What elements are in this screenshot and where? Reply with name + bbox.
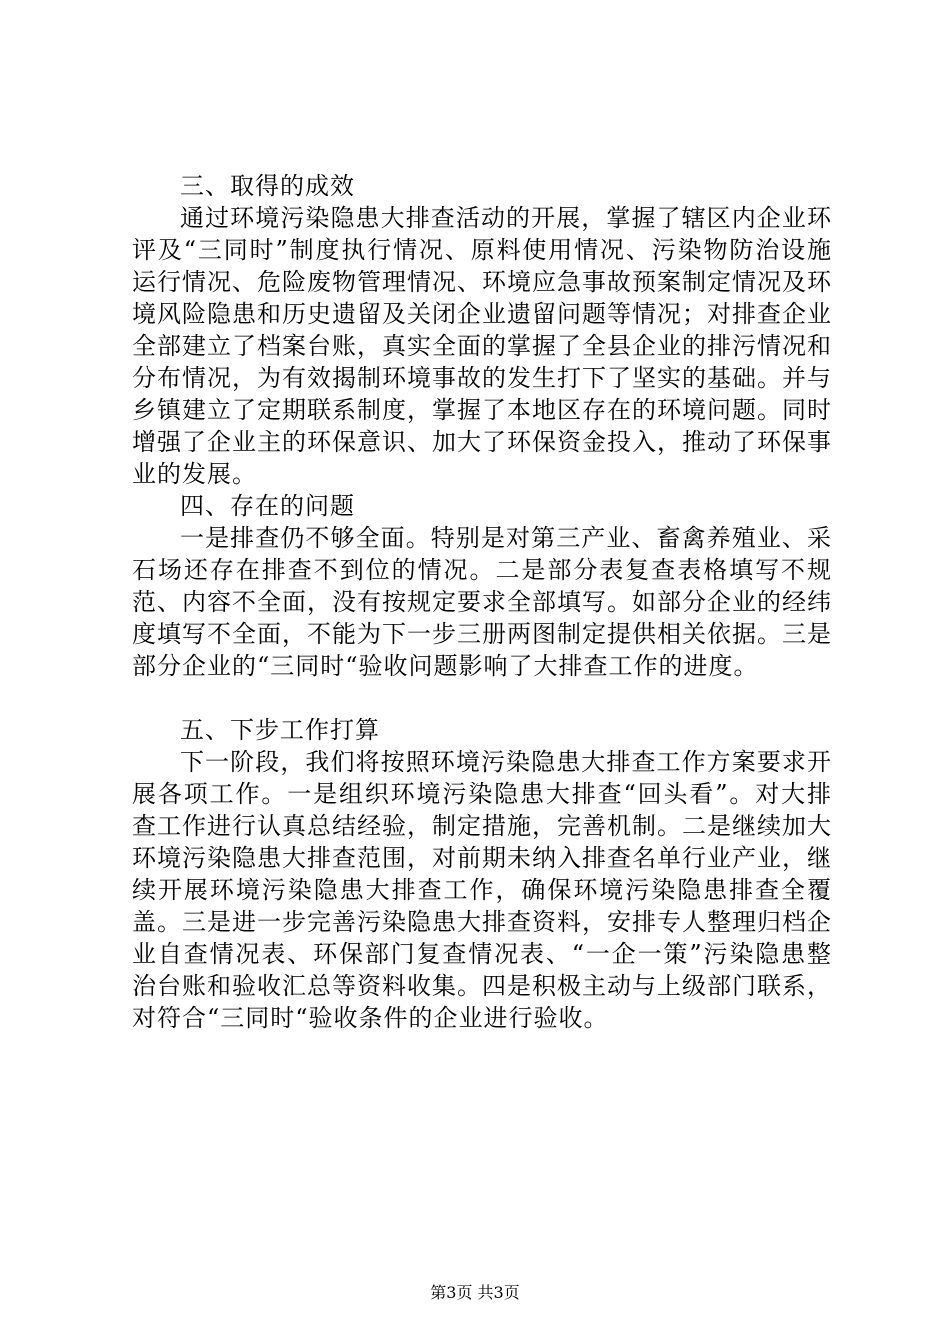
section-4-paragraph: 一是排查仍不够全面。特别是对第三产业、畜禽养殖业、采石场还存在排查不到位的情况。二是部分表复查表格填写不规范、内容不全面，没有按规定要求全部填写。如部分企业的经纬度填写不全面，不能为下一步三册两图制定提供相关依据。三是部分企业的“三同时“验收问题影响了大排查工作的进度。 [132, 524, 832, 680]
section-5-heading: 五、下步工作打算 [180, 716, 380, 744]
section-4-heading: 四、存在的问题 [180, 492, 355, 520]
section-5-paragraph: 下一阶段，我们将按照环境污染隐患大排查工作方案要求开展各项工作。一是组织环境污染隐患大排查“回头看”。对大排查工作进行认真总结经验，制定措施，完善机制。二是继续加大环境污染隐患大排查范围，对前期未纳入排查名单行业产业，继续开展环境污染隐患大排查工作，确保环境污染隐患排查全覆盖。三是进一步完善污染隐患大排查资料，安排专人整理归档企业自查情况表、环保部门复查情况表、“一企一策”污染隐患整治台账和验收汇总等资料收集。四是积极主动与上级部门联系，对符合“三同时“验收条件的企业进行验收。 [132, 748, 832, 1032]
page-number-footer: 第3页 共3页 [430, 1283, 520, 1302]
document-body [132, 170, 832, 1034]
section-3-paragraph: 通过环境污染隐患大排查活动的开展，掌握了辖区内企业环评及“三同时”制度执行情况、原料使用情况、污染物防治设施运行情况、危险废物管理情况、环境应急事故预案制定情况及环境风险隐患和历史遗留及关闭企业遗留问题等情况；对排查企业全部建立了档案台账，真实全面的掌握了全县企业的排污情况和分布情况，为有效揭制环境事故的发生打下了坚实的基础。并与乡镇建立了定期联系制度，掌握了本地区存在的环境问题。同时增强了企业主的环保意识、加大了环保资金投入，推动了环保事业的发展。 [132, 204, 832, 488]
paragraph-spacer [132, 682, 832, 714]
section-3-heading: 三、取得的成效 [180, 172, 355, 200]
